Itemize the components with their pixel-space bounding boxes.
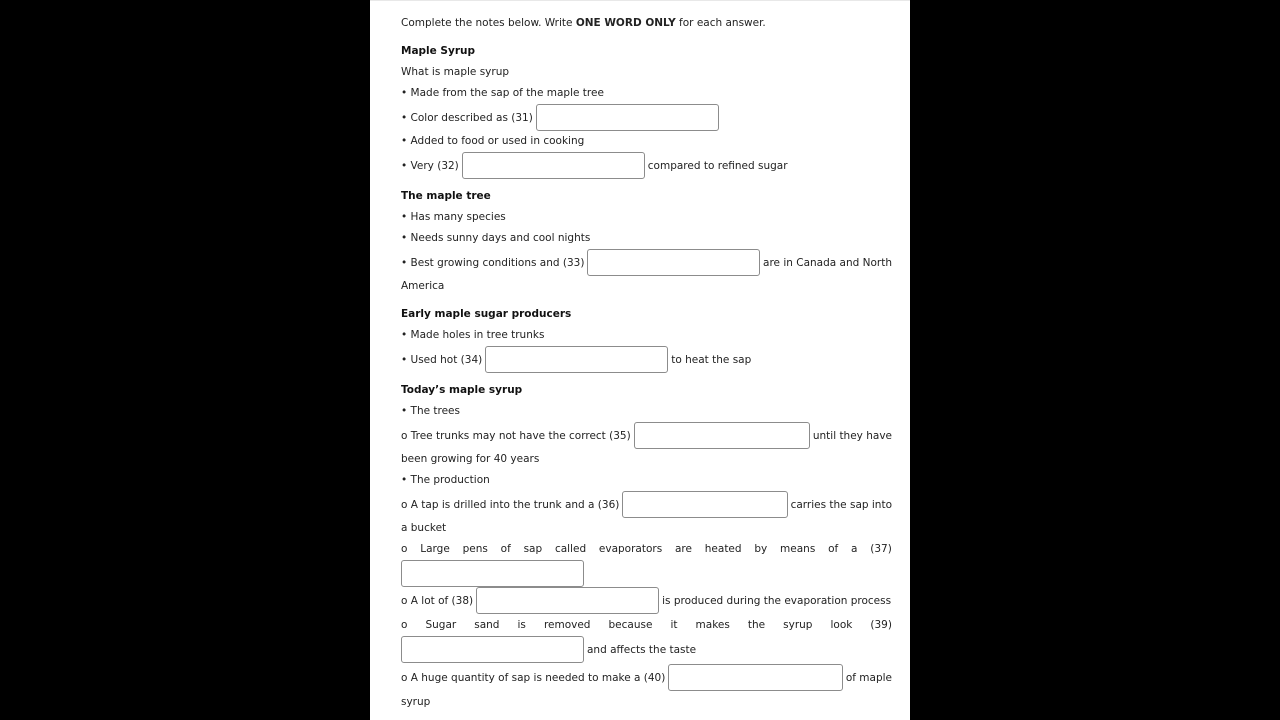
word: by	[754, 543, 768, 555]
question-34-row	[401, 346, 751, 373]
word: heated	[704, 543, 742, 555]
word: sand	[474, 619, 500, 631]
question-39-text	[401, 619, 892, 631]
instructions-text: Complete the notes below. Write	[401, 17, 576, 29]
word: syrup	[783, 619, 813, 631]
answer-39-input[interactable]	[401, 636, 584, 663]
section-title-maple-tree: The maple tree	[401, 190, 491, 202]
question-33-text: • Best growing conditions and (33)	[401, 256, 585, 269]
instructions	[401, 17, 766, 29]
word: (37)	[870, 543, 892, 555]
question-35-continuation: been growing for 40 years	[401, 453, 540, 465]
answer-37-input[interactable]	[401, 560, 584, 587]
question-38-text-after: is produced during the evaporation process	[662, 594, 892, 607]
instructions-emphasis: ONE WORD ONLY	[575, 17, 676, 29]
question-33-continuation: America	[401, 280, 445, 292]
word: because	[608, 619, 653, 631]
question-40-continuation: syrup	[401, 696, 431, 708]
word: (39)	[870, 619, 892, 631]
word: o	[401, 543, 408, 555]
answer-36-input[interactable]	[622, 491, 787, 518]
instructions-text-end: for each answer.	[675, 17, 766, 29]
question-40-row	[401, 664, 892, 691]
bullet-sunny-days: • Needs sunny days and cool nights	[401, 232, 591, 244]
word: Sugar	[425, 619, 457, 631]
subtitle-what-is-maple-syrup: What is maple syrup	[401, 66, 510, 78]
word: o	[401, 619, 408, 631]
bullet-the-trees: • The trees	[401, 405, 460, 417]
bullet-species: • Has many species	[401, 211, 506, 223]
question-40-text-after: of maple	[845, 671, 892, 684]
question-33-text-after: are in Canada and North	[763, 256, 892, 269]
question-36-continuation: a bucket	[401, 522, 447, 534]
answer-38-input[interactable]	[476, 587, 659, 614]
question-35-text-after: until they have	[812, 429, 892, 442]
bullet-the-production: • The production	[401, 474, 490, 486]
document-page	[370, 0, 910, 720]
word: is	[517, 619, 526, 631]
word: makes	[695, 619, 730, 631]
word: removed	[543, 619, 591, 631]
question-38-text: o A lot of (38)	[401, 594, 474, 607]
question-34-text-after: to heat the sap	[671, 353, 752, 366]
bullet-holes: • Made holes in tree trunks	[401, 329, 545, 341]
word: of	[500, 543, 511, 555]
word: it	[670, 619, 678, 631]
question-32-text-after: compared to refined sugar	[647, 159, 788, 172]
section-title-early-producers: Early maple sugar producers	[401, 308, 572, 320]
word: means	[780, 543, 816, 555]
answer-32-input[interactable]	[462, 152, 645, 179]
word: of	[828, 543, 839, 555]
question-36-row	[401, 491, 892, 518]
word: a	[851, 543, 858, 555]
question-39-text-after: and affects the taste	[587, 643, 697, 656]
section-title-today: Today’s maple syrup	[401, 384, 523, 396]
question-36-text-after: carries the sap into	[790, 498, 892, 511]
word: sap	[523, 543, 543, 555]
answer-35-input[interactable]	[634, 422, 810, 449]
word: look	[830, 619, 853, 631]
bullet-sap: • Made from the sap of the maple tree	[401, 87, 604, 99]
question-31-row	[401, 104, 722, 131]
bullet-food: • Added to food or used in cooking	[401, 135, 585, 147]
answer-33-input[interactable]	[587, 249, 760, 276]
word: called	[554, 543, 587, 555]
question-37-text	[401, 543, 892, 555]
word: evaporators	[598, 543, 663, 555]
question-35-text: o Tree trunks may not have the correct (35)	[401, 429, 631, 442]
question-35-row	[401, 422, 892, 449]
word: Large	[420, 543, 450, 555]
question-38-row	[401, 587, 891, 614]
question-34-text: • Used hot (34)	[401, 353, 483, 366]
question-32-row	[401, 152, 788, 179]
question-32-text: • Very (32)	[401, 159, 459, 172]
word: the	[747, 619, 766, 631]
question-33-row	[401, 249, 892, 276]
section-title-maple-syrup: Maple Syrup	[401, 45, 476, 57]
answer-34-input[interactable]	[485, 346, 668, 373]
question-31-text: • Color described as (31)	[401, 111, 533, 124]
word: are	[674, 543, 692, 555]
question-36-text: o A tap is drilled into the trunk and a (36)	[401, 498, 620, 511]
answer-40-input[interactable]	[668, 664, 842, 691]
question-40-text: o A huge quantity of sap is needed to make a (40)	[401, 671, 666, 684]
answer-31-input[interactable]	[536, 104, 719, 131]
question-39-row	[401, 636, 696, 663]
word: pens	[462, 543, 488, 555]
